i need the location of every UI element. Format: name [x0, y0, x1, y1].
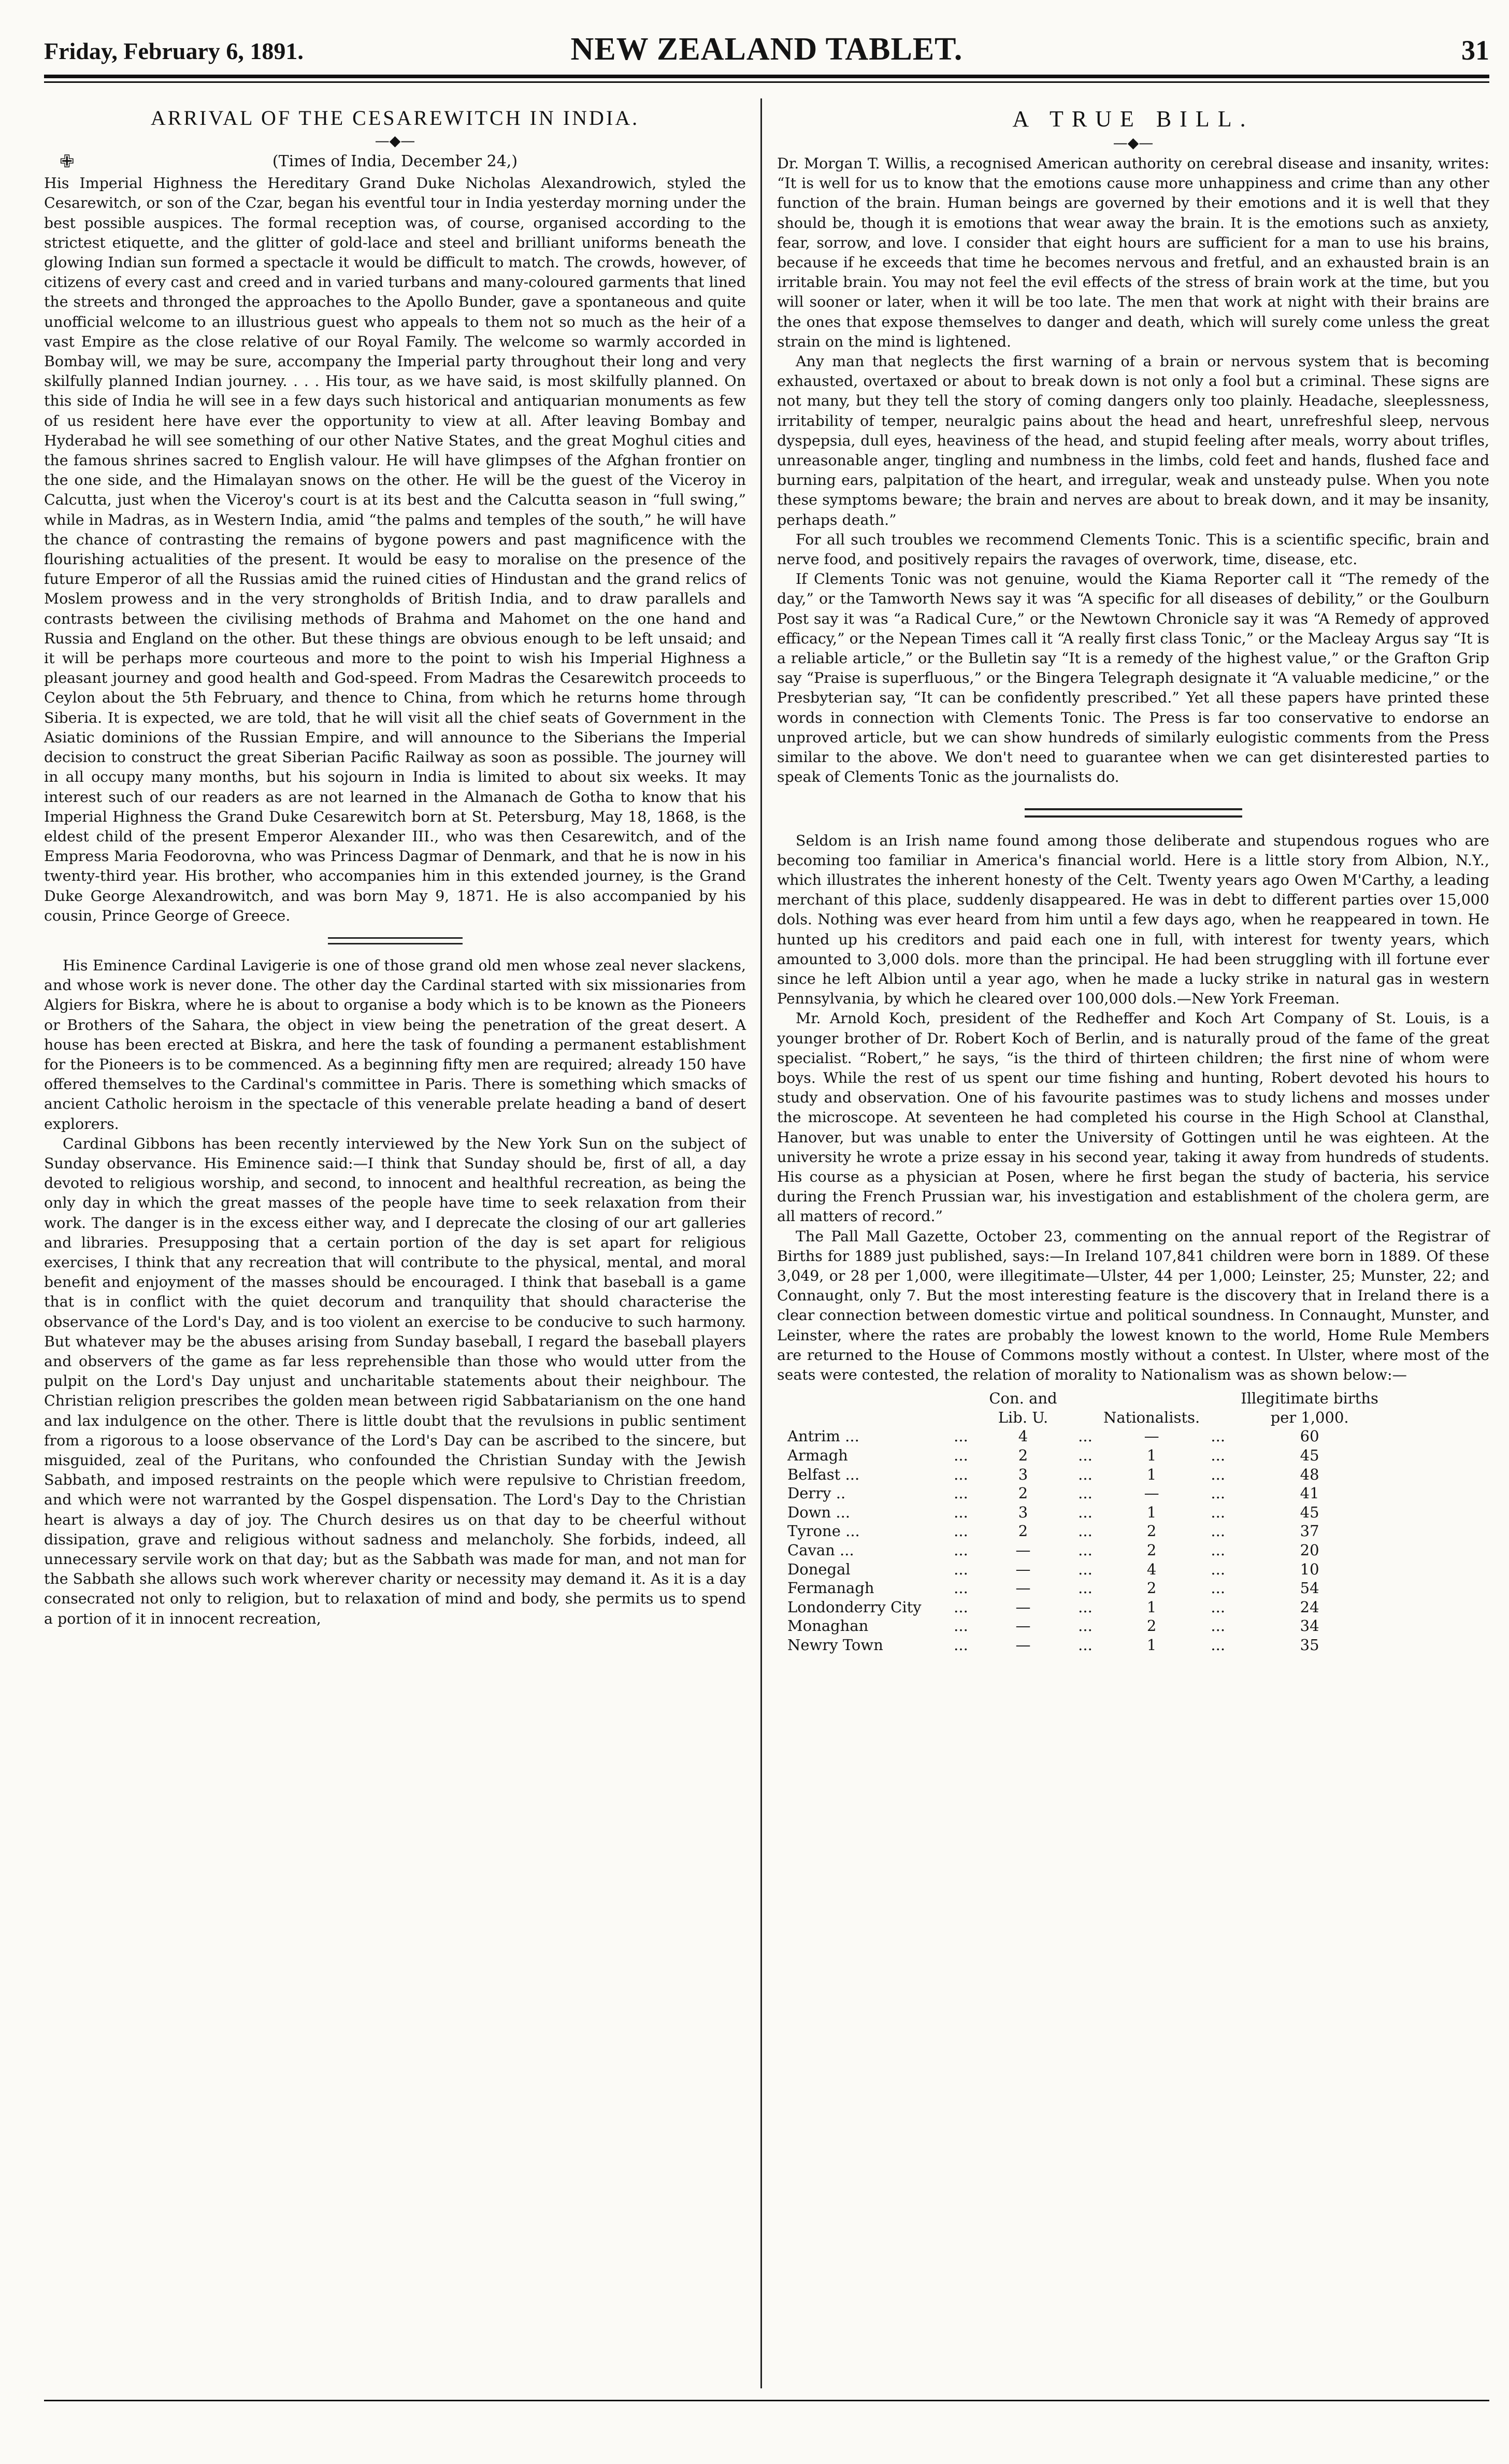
con-lib-cell: 2 [1018, 1522, 1028, 1540]
dots-cell: ... [954, 1522, 968, 1540]
con-lib-cell: — [1015, 1617, 1031, 1635]
con-lib-cell: 2 [1018, 1446, 1028, 1464]
article-title-true-bill: A TRUE BILL. [1012, 106, 1254, 132]
dots-cell: ... [1211, 1503, 1226, 1521]
illegitimate-cell: 60 [1300, 1427, 1319, 1445]
page-header [44, 30, 1489, 74]
dots-cell: ... [954, 1465, 968, 1483]
county-cell: Antrim ... [787, 1427, 859, 1445]
illegitimate-cell: 35 [1300, 1636, 1319, 1654]
table-row [787, 1598, 1383, 1617]
county-cell: Newry Town [787, 1636, 883, 1654]
left-column [44, 98, 746, 1629]
article-paragraph: Mr. Arnold Koch, president of the Redheffer and Koch Art Company of St. Louis, is a younger brother of Dr. Robert Koch of Berlin, and is naturally proud of the fame of the great specialist. “Robert,” he says, “is the third of thirteen children; the first nine of whom were boys. While the rest of us spent our time fishing and hunting, Robert devoted his hours to study and observation. One of his favourite pastimes was to study lichens and mosses under the microscope. At seventeen he had completed his course in the High School at Clansthal, Hanover, but was unable to enter the University of Gottingen until he was eighteen. At the university he wrote a prize essay in his second year, taking it away from hundreds of students. His course as a physician at Posen, where he first began the study of bacteria, his service during the French Prussian war, his investigation and establishment of the cholera germ, are all matters of record.” [777, 1010, 1489, 1225]
nationalist-cell: 1 [1146, 1636, 1157, 1654]
nationalist-cell: 1 [1146, 1465, 1157, 1483]
newspaper-title: NEW ZEALAND TABLET. [570, 32, 963, 67]
dots-cell: ... [1078, 1636, 1093, 1654]
table-row [787, 1484, 1383, 1503]
section-divider [328, 937, 463, 944]
title-ornament: —◆— [1113, 134, 1154, 151]
dots-cell: ... [1078, 1427, 1093, 1445]
nationalist-cell: 1 [1146, 1503, 1157, 1521]
con-lib-cell: — [1015, 1579, 1031, 1597]
dots-cell: ... [1078, 1484, 1093, 1502]
ornament-icon: ✙ [60, 151, 75, 172]
table-row [787, 1636, 1383, 1655]
article-paragraph: The Pall Mall Gazette, October 23, commenting on the annual report of the Registrar of Births for 1889 just published, says:—In Ireland 107,841 children were born in 1889. Of these 3,049, or 28 per 1,000, were illegitimate—Ulster, 44 per 1,000; Leinster, 25; Munster, 22; and Connaught, only 7. But the most interesting feature is the discovery that in Ireland there is a clear connection between domestic virtue and political soundness. In Connaught, Munster, and Leinster, where the rates are probably the lowest known to the world, Home Rule Members are returned to the House of Commons mostly without a contest. In Ulster, where most of the seats were contested, the relation of morality to Nationalism was as shown below:— [777, 1227, 1489, 1383]
county-cell: Belfast ... [787, 1465, 860, 1483]
nationalist-cell: 2 [1146, 1522, 1157, 1540]
dots-cell: ... [1211, 1465, 1226, 1483]
con-lib-cell: 2 [1018, 1484, 1028, 1502]
dots-cell: ... [1078, 1503, 1093, 1521]
con-lib-cell: — [1015, 1636, 1031, 1654]
table-row [787, 1579, 1383, 1598]
dots-cell: ... [1078, 1446, 1093, 1464]
nationalist-cell: — [1144, 1484, 1159, 1502]
dots-cell: ... [1211, 1560, 1226, 1578]
county-cell: Derry .. [787, 1484, 846, 1502]
dots-cell: ... [1211, 1598, 1226, 1616]
article-paragraph: His Imperial Highness the Hereditary Grand Duke Nicholas Alexandrowich, styled the Cesarewitch, or son of the Czar, began his eventful tour in India yesterday morning under the best possible auspices. The formal reception was, of course, organised according to the strictest etiquette, and the glitter of gold-lace and steel and brilliant uniforms beneath the glowing Indian sun formed a spectacle it would be difficult to match. The crowds, however, of citizens of every cast and creed and in varied turbans and many-coloured garments that lined the streets and thronged the approaches to the Apollo Bunder, gave a spontaneous and quite unofficial welcome to an illustrious guest who appeals to them not so much as the heir of a vast Empire as the close relative of our Royal Family. The welcome so warmly accorded in Bombay will, we may be sure, accompany the Imperial party throughout their long and very skilfully planned Indian journey. . . . His tour, as we have said, is most skilfully planned. On this side of India he will see in a few days such historical and antiquarian monuments as few of us resident here have ever the opportunity to view at all. After leaving Bombay and Hyderabad he will see something of our other Native States, and the great Moghul cities and the famous shrines sacred to English valour. He will have glimpses of the Afghan frontier on the one side, and the Himalayan snows on the other. He will be the guest of the Viceroy in Calcutta, just when the Viceroy's court is at its best and the Calcutta season in “full swing,” while in Madras, as in Western India, amid “the palms and temples of the south,” he will have the chance of contrasting the remains of bygone powers and past magnificence with the flourishing actualities of the present. It would be easy to moralise on the presence of the future Emperor of all the Russias amid the ruined cities of Hindustan and the grand relics of Moslem prowess and in the very strongholds of British India, and to draw parallels and contrasts between the civilising methods of Brahma and Mahomet on the one hand and Russia and England on the other. But these things are obvious enough to be left unsaid; and it will be perhaps more courteous and more to the point to wish his Imperial Highness a pleasant journey and good health and God-speed. From Madras the Cesarewitch proceeds to Ceylon about the 5th February, and thence to China, from which he returns home through Siberia. It is expected, we are told, that he will visit all the chief seats of Government in the Asiatic dominions of the Russian Empire, and will announce to the Siberians the Imperial decision to construct the great Siberian Pacific Railway as soon as possible. The journey will in all occupy many months, but his sojourn in India is limited to about six weeks. It may interest such of our readers as are not learned in the Almanach de Gotha to know that his Imperial Highness the Grand Duke Cesarewitch born at St. Petersburg, May 18, 1868, is the eldest child of the present Emperor Alexander III., who was then Cesarewitch, and of the Empress Maria Feodorovna, who was Princess Dagmar of Denmark, and that he is now in his twenty-third year. His brother, who accompanies him in this extended journey, is the Grand Duke George Alexandrowitch, and was born May 9, 1871. He is also accompanied by his cousin, Prince George of Greece. [44, 175, 746, 924]
table-row [787, 1427, 1383, 1446]
illegitimate-cell: 20 [1300, 1541, 1319, 1559]
dots-cell: ... [1211, 1522, 1226, 1540]
county-cell: Cavan ... [787, 1541, 854, 1559]
dots-cell: ... [954, 1579, 968, 1597]
county-cell: Donegal [787, 1560, 851, 1578]
dots-cell: ... [1211, 1636, 1226, 1654]
dots-cell: ... [1211, 1617, 1226, 1635]
table-row [787, 1560, 1383, 1579]
dots-cell: ... [1211, 1579, 1226, 1597]
table-row [787, 1616, 1383, 1636]
dots-cell: ... [954, 1560, 968, 1578]
page-number: 31 [1461, 35, 1489, 66]
nationalist-cell: 2 [1146, 1541, 1157, 1559]
table-header-illegitimate: Illegitimate births per 1,000. [1241, 1389, 1378, 1426]
table-header-con-lib: Con. and Lib. U. [989, 1389, 1057, 1426]
county-cell: Fermanagh [787, 1579, 874, 1597]
column-divider [760, 98, 762, 2388]
illegitimate-cell: 37 [1300, 1522, 1319, 1540]
dots-cell: ... [954, 1636, 968, 1654]
dots-cell: ... [954, 1484, 968, 1502]
table-header-row [787, 1389, 1383, 1427]
footer-rule [44, 2400, 1489, 2401]
table-row [787, 1446, 1383, 1465]
con-lib-cell: — [1015, 1541, 1031, 1559]
article-paragraph: Any man that neglects the first warning of a brain or nervous system that is becoming exhausted, overtaxed or about to break down is not only a fool but a criminal. These signs are not many, but they tell the story of coming dangers only too plainly. Headache, sleeplessness, irritability of temper, neuralgic pains about the head and heart, unrefreshful sleep, nervous dyspepsia, dull eyes, heaviness of the head, and stupid feeling after meals, worry about trifles, unreasonable anger, tingling and numbness in the limbs, cold feet and hands, flushed face and burning ears, palpitation of the heart, and irregular, weak and unsteady pulse. When you note these symptoms beware; the brain and nerves are about to break down, and it may be insanity, perhaps death.” [777, 353, 1489, 528]
county-cell: Monaghan [787, 1617, 869, 1635]
table-row [787, 1503, 1383, 1522]
table-header-nationalists: Nationalists. [1103, 1408, 1200, 1426]
dots-cell: ... [954, 1541, 968, 1559]
article-paragraph: Cardinal Gibbons has been recently interviewed by the New York Sun on the subject of Sunday observance. His Eminence said:—I think that Sunday should be, first of all, a day devoted to religious worship, and second, to innocent and healthful recreation, as being the only day in which the great masses of the people have time to seek relaxation from their work. The danger is in the excess either way, and I deprecate the closing of our art galleries and libraries. Presupposing that a certain portion of the day is set apart for religious exercises, I think that any recreation that will contribute to the physical, mental, and moral benefit and enjoyment of the masses should be encouraged. I think that baseball is a game that is in conflict with the quiet decorum and tranquility that should characterise the observance of the Lord's Day, and is too violent an exercise to be conducive to such harmony. But whatever may be the abuses arising from Sunday baseball, I regard the baseball players and observers of the game as far less reprehensible than those who would utter from the pulpit on the Lord's Day unjust and uncharitable statements about their neighbour. The Christian religion prescribes the golden mean between rigid Sabbatarianism on the one hand and lax indulgence on the other. There is little doubt that the revulsions in public sentiment from a rigorous to a loose observance of the Lord's Day can be ascribed to the sincere, but misguided, zeal of the Puritans, who confounded the Christian Sunday with the Jewish Sabbath, and imposed restraints on the people which were repulsive to Christian freedom, and which were not warranted by the Gospel dispensation. The Lord's Day to the Christian heart is always a day of joy. The Church desires us on that day to be cheerful without dissipation, grave and religious without sadness and melancholy. She forbids, indeed, all unnecessary servile work on that day; but as the Sabbath was made for man, and not man for the Sabbath she allows such work wherever charity or necessity may demand it. As it is a day consecrated not only to religion, but to relaxation of mind and body, she permits us to spend a portion of it in innocent recreation, [44, 1135, 746, 1627]
dots-cell: ... [1211, 1446, 1226, 1464]
right-column [777, 98, 1489, 1655]
table-row [787, 1465, 1383, 1484]
article-paragraph: For all such troubles we recommend Clements Tonic. This is a scientific specific, brain and nerve food, and positively repairs the ravages of overwork, time, disease, etc. [777, 531, 1489, 568]
header-rule-thin [44, 81, 1489, 83]
article-paragraph: Seldom is an Irish name found among those deliberate and stupendous rogues who are becoming too familiar in America's financial world. Here is a little story from Albion, N.Y., which illustrates the inherent honesty of the Celt. Twenty years ago Owen M'Carthy, a leading merchant of this place, suddenly disappeared. He was in debt to different parties over 15,000 dols. Nothing was ever heard from him until a few days ago, when he reappeared in town. He hunted up his creditors and paid each one in full, with interest for twenty years, which amounted to 3,000 dols. more than the principal. He had been struggling with ill fortune ever since he left Albion until a year ago, when he made a lucky strike in natural gas in western Pennsylvania, by which he cleared over 100,000 dols.—New York Freeman. [777, 832, 1489, 1008]
dots-cell: ... [954, 1598, 968, 1616]
illegitimate-cell: 48 [1300, 1465, 1319, 1483]
con-lib-cell: 4 [1018, 1427, 1028, 1445]
header-rule [44, 75, 1489, 78]
dots-cell: ... [1211, 1484, 1226, 1502]
dots-cell: ... [1078, 1617, 1093, 1635]
table-row [787, 1541, 1383, 1560]
county-cell: Tyrone ... [787, 1522, 860, 1540]
table-row [787, 1522, 1383, 1541]
con-lib-cell: — [1015, 1598, 1031, 1616]
article-title-cesarewitch: ARRIVAL OF THE CESAREWITCH IN INDIA. [150, 106, 640, 130]
nationalist-cell: — [1144, 1427, 1159, 1445]
article-paragraph: Dr. Morgan T. Willis, a recognised American authority on cerebral disease and insanity, writes: “It is well for us to know that the emotions cause more unhappiness and crime than any other function of the brain. Human beings are governed by their emotions and it is well that they should be, though it is emotions that wear away the brain. It is the emotions such as anxiety, fear, sorrow, and love. I consider that eight hours are sufficient for a man to use his brains, because if he exceeds that time he becomes nervous and fretful, and an exhausted brain is an irritable brain. You may not feel the evil effects of the stress of brain work at the time, but you will sooner or later, when it will be too late. The men that work at night with their brains are the ones that expose themselves to danger and death, which will surely come unless the great strain on the mind is lightened. [777, 155, 1489, 350]
dots-cell: ... [954, 1446, 968, 1464]
county-cell: Londonderry City [787, 1598, 922, 1616]
dots-cell: ... [954, 1617, 968, 1635]
article-paragraph: If Clements Tonic was not genuine, would the Kiama Reporter call it “The remedy of the day,” or the Tamworth News say it was “A specific for all diseases of debility,” or the Goulburn Post say it was “a Radical Cure,” or the Newtown Chronicle say it was “A Remedy of approved efficacy,” or the Nepean Times call it “A really first class Tonic,” or the Macleay Argus say “It is a reliable article,” or the Bulletin say “It is a remedy of the highest value,” or the Grafton Grip say “Praise is superfluous,” or the Bingera Telegraph designate it “A valuable medicine,” or the Presbyterian say, “It can be confidently prescribed.” Yet all these papers have printed these words in connection with Clements Tonic. The Press is far too conservative to endorse an unproved article, but we can show hundreds of similarly eulogistic comments from the Press similar to the above. We don't need to guarantee when we can get disinterested parties to speak of Clements Tonic as the journalists do. [777, 570, 1489, 786]
illegitimate-cell: 10 [1300, 1560, 1319, 1578]
nationalist-cell: 1 [1146, 1446, 1157, 1464]
dots-cell: ... [1211, 1541, 1226, 1559]
con-lib-cell: 3 [1018, 1465, 1028, 1483]
county-cell: Armagh [787, 1446, 848, 1464]
dots-cell: ... [1078, 1598, 1093, 1616]
dots-cell: ... [1078, 1465, 1093, 1483]
dots-cell: ... [1078, 1579, 1093, 1597]
nationalist-cell: 1 [1146, 1598, 1157, 1616]
dots-cell: ... [1211, 1427, 1226, 1445]
table-body [787, 1427, 1383, 1654]
con-lib-cell: 3 [1018, 1503, 1028, 1521]
county-cell: Down ... [787, 1503, 851, 1521]
illegitimate-cell: 41 [1300, 1484, 1319, 1502]
article-paragraph: His Eminence Cardinal Lavigerie is one of those grand old men whose zeal never slackens, and whose work is never done. The other day the Cardinal started with six missionaries from Algiers for Biskra, where he is about to organise a body which is to be known as the Pioneers or Brothers of the Sahara, the object in view being the penetration of the great desert. A house has been erected at Biskra, and here the task of founding a permanent establishment for the Pioneers is to be commenced. As a beginning fifty men are required; already 150 have offered themselves to the Cardinal's committee in Paris. There is something which smacks of ancient Catholic heroism in the spectacle of this venerable prelate heading a band of desert explorers. [44, 956, 746, 1133]
dots-cell: ... [954, 1427, 968, 1445]
nationalist-cell: 2 [1146, 1617, 1157, 1635]
issue-date: Friday, February 6, 1891. [44, 38, 304, 64]
dots-cell: ... [1078, 1541, 1093, 1559]
dots-cell: ... [954, 1503, 968, 1521]
nationalist-cell: 2 [1146, 1579, 1157, 1597]
con-lib-cell: — [1015, 1560, 1031, 1578]
dots-cell: ... [1078, 1522, 1093, 1540]
illegitimate-cell: 45 [1300, 1446, 1319, 1464]
nationalist-cell: 4 [1146, 1560, 1157, 1578]
illegitimate-cell: 45 [1300, 1503, 1319, 1521]
illegitimate-cell: 54 [1300, 1579, 1319, 1597]
illegitimate-cell: 34 [1300, 1617, 1319, 1635]
illegitimacy-table [787, 1389, 1383, 1654]
section-divider [1025, 808, 1242, 818]
dots-cell: ... [1078, 1560, 1093, 1578]
title-ornament: —◆— [375, 132, 415, 149]
article-source: (Times of India, December 24,) [272, 152, 518, 170]
illegitimate-cell: 24 [1300, 1598, 1319, 1616]
